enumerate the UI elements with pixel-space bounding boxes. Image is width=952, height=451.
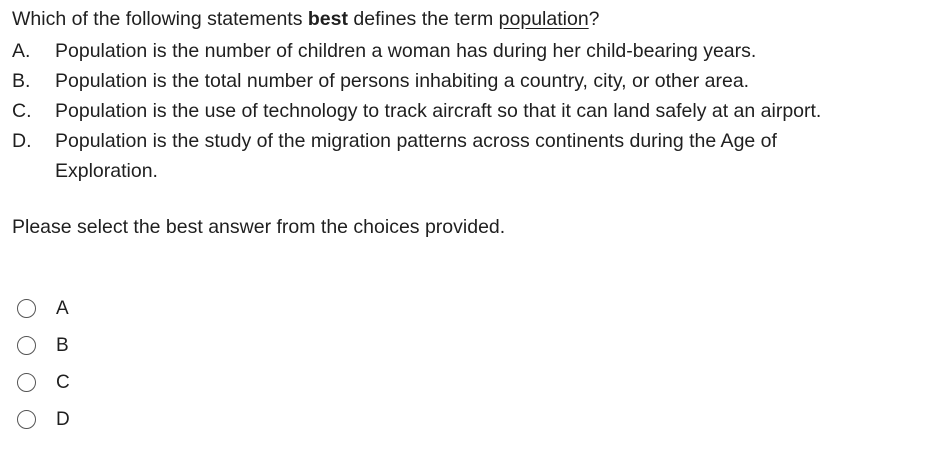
choice-c bbox=[12, 96, 942, 126]
choice-text: Population is the number of children a woman has during her child-bearing years. bbox=[55, 40, 757, 62]
radio-label[interactable]: C bbox=[56, 371, 70, 393]
radio-option-b[interactable] bbox=[17, 327, 70, 364]
question-middle: defines the term bbox=[348, 8, 499, 30]
radio-option-d[interactable] bbox=[17, 401, 70, 438]
radio-label[interactable]: B bbox=[56, 334, 69, 356]
question-prefix: Which of the following statements bbox=[12, 8, 308, 30]
choice-text: Population is the study of the migration patterns across continents during the Age of Exploration. bbox=[55, 130, 777, 182]
choice-b bbox=[12, 66, 942, 96]
question-text bbox=[12, 6, 600, 32]
question-emphasis: best bbox=[307, 8, 348, 30]
question-term: population bbox=[498, 8, 589, 30]
radio-button[interactable] bbox=[17, 299, 36, 318]
answer-choices-list bbox=[12, 36, 942, 186]
radio-button[interactable] bbox=[17, 336, 36, 355]
radio-option-a[interactable] bbox=[17, 290, 70, 327]
choice-text: Population is the total number of persons inhabiting a country, city, or other area. bbox=[55, 70, 750, 92]
instruction-text: Please select the best answer from the choices provided. bbox=[12, 216, 506, 238]
radio-label[interactable]: A bbox=[56, 297, 69, 319]
choice-a bbox=[12, 36, 942, 66]
choice-d bbox=[12, 126, 942, 186]
radio-button[interactable] bbox=[17, 410, 36, 429]
choice-letter: C. bbox=[12, 100, 32, 122]
question-suffix: ? bbox=[588, 8, 600, 30]
radio-label[interactable]: D bbox=[56, 408, 70, 430]
choice-letter: B. bbox=[12, 70, 31, 92]
choice-letter: A. bbox=[12, 40, 31, 62]
choice-text: Population is the use of technology to track aircraft so that it can land safely at an airport. bbox=[55, 100, 822, 122]
choice-letter: D. bbox=[12, 130, 32, 152]
radio-button[interactable] bbox=[17, 373, 36, 392]
answer-radio-group bbox=[17, 290, 70, 438]
radio-option-c[interactable] bbox=[17, 364, 70, 401]
